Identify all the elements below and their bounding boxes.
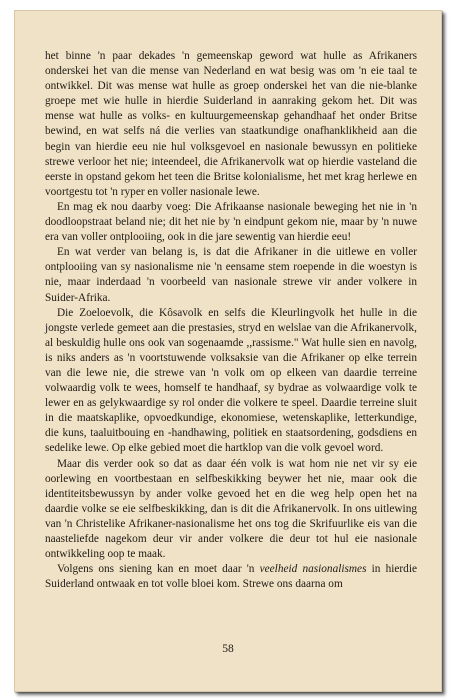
paragraph-6-italic: veelheid nasionalismes bbox=[259, 563, 367, 576]
paragraph-3: En wat verder van belang is, is dat die Afrikaner in die uitlewe en voller ontplooiing van sy nasionalisme nie 'n eensame stem roepende in die woestyn is nie, maar inderdaad 'n voorbeeld van nasionale strewe vir ander volkere in Suider-Afrika. bbox=[45, 246, 417, 304]
page-number: 58 bbox=[222, 643, 234, 655]
paragraph-6-start: Volgens ons siening kan en moet daar 'n bbox=[57, 563, 260, 576]
paragraph-6 bbox=[45, 562, 417, 592]
paragraph-1: het binne 'n paar dekades 'n gemeenskap geword wat hulle as Afrikaners onderskei het van die mense van Nederland en wat besig was om 'n eie taal te ontwikkel. Dit was mense wat hulle as groep onderskei het van die nie-blanke groepe met wie hulle in hierdie Suiderland in aanraking gekom het. Dit was mense wat hulle as volks- en kultuurgemeenskap gehandhaaf het onder Britse bewind, en wat selfs ná die verlies van staatkundige onafhanklikheid aan die begin van hierdie eeu nie hul volksgevoel en nasionale bewussyn en politieke strewe verloor het nie; inteendeel, die Afrikanervolk wat op hierdie vasteland die eerste in opstand gekom het teen die Britse kolonialisme, het met krag herlewe en voortgestu tot 'n ryper en voller nasionale lewe. bbox=[45, 50, 417, 198]
paragraph-5: Maar dis verder ook so dat as daar één volk is wat hom nie net vir sy eie oorlewing en voortbestaan en selfbeskikking beywer het nie, maar ook die identiteitsbewussyn by ander volke gevoed het en die weg help open het na daardie volke se eie selfbeskikking, dan is dit die Afrikanervolk. In ons uitlewing van 'n Christelike Afrikaner-nasionalisme het ons tog die Skrifuurlike eis van die naasteliefde nagekom deur vir ander volkere die deur tot hul eie nasionale ontwikkeling oop te maak. bbox=[45, 457, 417, 561]
paragraph-4: Die Zoeloevolk, die Kôsavolk en selfs die Kleurlingvolk het hulle in die jongste verlede gemeet aan die prestasies, stryd en welslae van die Afrikanervolk, al beskuldig hulle ons ook van sogenaamde ,,rassisme." Wat hulle sien en navolg, is niks anders as 'n voortstuwende volksaksie van die Afrikaner op elke terrein van die lewe nie, die strewe van 'n volk om op elkeen van daardie terreine volwaardig volk te wees, homself te handhaaf, sy bydrae as volwaardige volk te lewer en as gelykwaardige sy rol onder die volkere te speel. Daardie terreine sluit in die maatskaplike, opvoedkundige, ekonomiese, wetenskaplike, letterkundige, die kuns, taaluitbouing en -handhawing, politiek en staatsordening, godsdiens en sedelike lewe. Op elke gebied moet die hartklop van die volk gevoel word. bbox=[45, 306, 417, 455]
paragraph-6-end: in hierdie Suiderland ontwaak en tot volle bloei kom. Strewe ons daarna om bbox=[45, 563, 417, 591]
body-text bbox=[45, 49, 417, 592]
paragraph-2: En mag ek nou daarby voeg: Die Afrikaanse nasionale beweging het nie in 'n doodloopstraat beland nie; dit het nie by 'n eindpunt gekom nie, maar by 'n nuwe era van voller ontplooiing, ook in die jare sewentig van hierdie eeu! bbox=[45, 200, 417, 244]
book-page bbox=[14, 10, 442, 692]
